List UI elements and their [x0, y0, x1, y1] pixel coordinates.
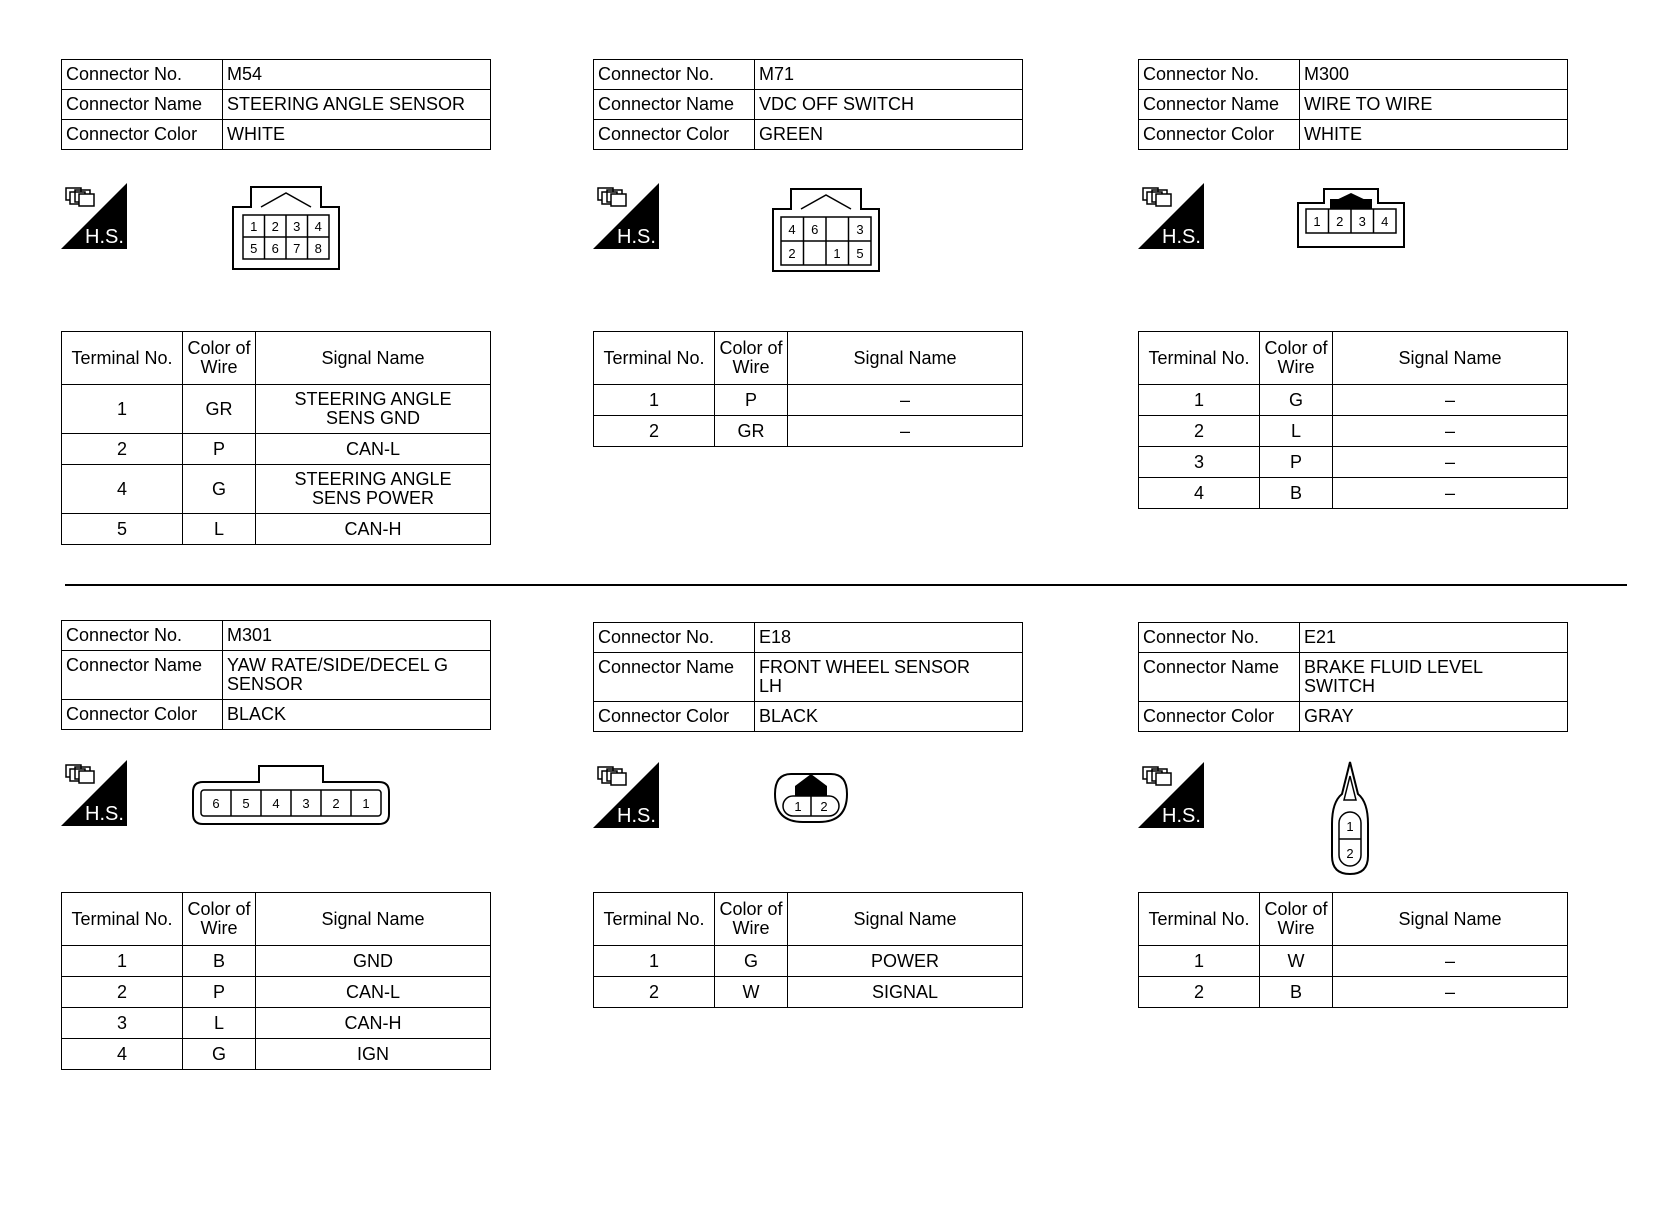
harness-side-icon — [1138, 183, 1204, 249]
pin-label: 5 — [242, 796, 250, 811]
connector-info-table — [61, 59, 491, 150]
terminal-table — [1138, 331, 1568, 509]
terminal-no-header: Terminal No. — [1139, 893, 1260, 946]
terminal-no: 2 — [62, 434, 183, 465]
wire-color-header: Color of Wire — [715, 332, 788, 385]
terminal-no: 1 — [1139, 946, 1260, 977]
wire-color: B — [1260, 977, 1333, 1008]
pin-label: 1 — [250, 219, 258, 234]
signal-name: GND — [256, 946, 491, 977]
signal-name: CAN-L — [256, 977, 491, 1008]
signal-name: STEERING ANGLE SENS GND — [256, 385, 491, 434]
signal-name: STEERING ANGLE SENS POWER — [256, 465, 491, 514]
signal-name: CAN-H — [256, 514, 491, 545]
signal-name: CAN-L — [256, 434, 491, 465]
table-row — [62, 385, 491, 434]
terminal-no: 1 — [62, 946, 183, 977]
terminal-table — [61, 892, 491, 1070]
table-row — [62, 514, 491, 545]
pin-label: 1 — [794, 799, 802, 814]
pin-label: 2 — [1336, 214, 1344, 229]
connector-info-table — [61, 620, 491, 730]
connector-color-label: Connector Color — [594, 702, 755, 732]
connector-no-label: Connector No. — [1139, 623, 1300, 653]
pin-label: 1 — [833, 246, 841, 261]
table-row — [1139, 946, 1568, 977]
pin-label: 2 — [1346, 846, 1354, 861]
connector-info-table — [593, 622, 1023, 732]
pin-label: 1 — [1346, 819, 1354, 834]
wire-color-header: Color of Wire — [1260, 893, 1333, 946]
terminal-no-header: Terminal No. — [594, 893, 715, 946]
connector-no-label: Connector No. — [62, 60, 223, 90]
signal-name: IGN — [256, 1039, 491, 1070]
wire-color: B — [183, 946, 256, 977]
hs-label: H.S. — [617, 226, 656, 248]
pin-label: 2 — [788, 246, 796, 261]
wire-color: L — [1260, 416, 1333, 447]
terminal-no: 4 — [62, 465, 183, 514]
connector-no-value: M301 — [223, 621, 491, 651]
pin-label: 7 — [293, 241, 301, 256]
connector-name-value: STEERING ANGLE SENSOR — [223, 90, 491, 120]
connector-name-value: YAW RATE/SIDE/DECEL G SENSOR — [223, 651, 491, 700]
terminal-no: 2 — [62, 977, 183, 1008]
connector-no-value: E18 — [755, 623, 1023, 653]
signal-name-header: Signal Name — [1333, 893, 1568, 946]
signal-name: – — [1333, 946, 1568, 977]
connector-name-label: Connector Name — [594, 90, 755, 120]
signal-name: – — [788, 416, 1023, 447]
terminal-no: 4 — [62, 1039, 183, 1070]
pin-label: 6 — [811, 222, 819, 237]
pin-label: 4 — [788, 222, 796, 237]
table-row — [62, 977, 491, 1008]
harness-side-icon — [61, 760, 127, 826]
table-row — [62, 1039, 491, 1070]
signal-name-header: Signal Name — [256, 332, 491, 385]
signal-name: – — [1333, 385, 1568, 416]
wire-color: GR — [183, 385, 256, 434]
signal-name-header: Signal Name — [788, 893, 1023, 946]
wire-color: G — [1260, 385, 1333, 416]
connector-color-value: BLACK — [755, 702, 1023, 732]
connector-color-value: BLACK — [223, 700, 491, 730]
terminal-no: 4 — [1139, 478, 1260, 509]
connector-color-value: WHITE — [223, 120, 491, 150]
connector-info-table — [1138, 622, 1568, 732]
terminal-no: 1 — [594, 946, 715, 977]
wire-color: G — [183, 465, 256, 514]
connector-face-m300 — [1296, 187, 1406, 249]
wire-color-header: Color of Wire — [183, 893, 256, 946]
connector-color-label: Connector Color — [594, 120, 755, 150]
wire-color: W — [715, 977, 788, 1008]
pin-label: 4 — [272, 796, 280, 811]
signal-name: – — [1333, 447, 1568, 478]
wire-color: L — [183, 514, 256, 545]
connector-color-label: Connector Color — [62, 700, 223, 730]
signal-name-header: Signal Name — [1333, 332, 1568, 385]
wire-color: G — [183, 1039, 256, 1070]
wire-color: L — [183, 1008, 256, 1039]
terminal-table — [593, 892, 1023, 1008]
wire-color: P — [1260, 447, 1333, 478]
connector-face-m71 — [771, 187, 881, 273]
pin-label: 4 — [314, 219, 322, 234]
terminal-no: 2 — [594, 416, 715, 447]
connector-name-label: Connector Name — [594, 653, 755, 702]
terminal-table — [1138, 892, 1568, 1008]
table-row — [594, 385, 1023, 416]
wire-color-header: Color of Wire — [715, 893, 788, 946]
signal-name: SIGNAL — [788, 977, 1023, 1008]
table-row — [594, 977, 1023, 1008]
connector-no-value: M54 — [223, 60, 491, 90]
terminal-no: 2 — [1139, 416, 1260, 447]
pin-label: 5 — [856, 246, 864, 261]
pin-label: 3 — [302, 796, 310, 811]
connector-color-label: Connector Color — [1139, 702, 1300, 732]
connector-no-value: M300 — [1300, 60, 1568, 90]
pin-label: 3 — [1358, 214, 1366, 229]
table-row — [62, 1008, 491, 1039]
connector-face-m301 — [191, 764, 391, 826]
hs-label: H.S. — [617, 805, 656, 827]
pin-label: 3 — [856, 222, 864, 237]
connector-name-value: VDC OFF SWITCH — [755, 90, 1023, 120]
connector-face-m54 — [231, 185, 341, 271]
pin-label: 2 — [271, 219, 279, 234]
signal-name-header: Signal Name — [788, 332, 1023, 385]
connector-info-table — [1138, 59, 1568, 150]
connector-no-value: E21 — [1300, 623, 1568, 653]
wire-color: P — [715, 385, 788, 416]
terminal-no-header: Terminal No. — [62, 332, 183, 385]
connector-face-e18 — [773, 762, 849, 824]
pin-label: 5 — [250, 241, 258, 256]
connector-name-label: Connector Name — [62, 90, 223, 120]
harness-side-icon — [593, 183, 659, 249]
wire-color: P — [183, 977, 256, 1008]
table-row — [1139, 478, 1568, 509]
connector-name-value: FRONT WHEEL SENSOR LH — [755, 653, 1023, 702]
connector-color-value: GRAY — [1300, 702, 1568, 732]
terminal-no: 2 — [594, 977, 715, 1008]
pin-label: 2 — [332, 796, 340, 811]
terminal-no: 1 — [594, 385, 715, 416]
signal-name: CAN-H — [256, 1008, 491, 1039]
section-divider — [65, 584, 1627, 586]
connector-color-value: WHITE — [1300, 120, 1568, 150]
table-row — [1139, 977, 1568, 1008]
pin-label: 2 — [820, 799, 828, 814]
terminal-no: 1 — [62, 385, 183, 434]
connector-info-table — [593, 59, 1023, 150]
pin-label: 8 — [314, 241, 322, 256]
table-row — [1139, 416, 1568, 447]
terminal-table — [593, 331, 1023, 447]
connector-no-label: Connector No. — [594, 60, 755, 90]
connector-name-value: BRAKE FLUID LEVEL SWITCH — [1300, 653, 1568, 702]
table-row — [62, 465, 491, 514]
terminal-no: 3 — [1139, 447, 1260, 478]
wire-color: P — [183, 434, 256, 465]
wire-color-header: Color of Wire — [1260, 332, 1333, 385]
table-row — [594, 416, 1023, 447]
connector-name-label: Connector Name — [62, 651, 223, 700]
pin-label: 4 — [1381, 214, 1389, 229]
harness-side-icon — [61, 183, 127, 249]
connector-name-label: Connector Name — [1139, 653, 1300, 702]
wire-color-header: Color of Wire — [183, 332, 256, 385]
connector-no-label: Connector No. — [594, 623, 755, 653]
connector-color-label: Connector Color — [62, 120, 223, 150]
connector-color-value: GREEN — [755, 120, 1023, 150]
connector-color-label: Connector Color — [1139, 120, 1300, 150]
hs-label: H.S. — [1162, 226, 1201, 248]
table-row — [62, 946, 491, 977]
pin-label: 3 — [293, 219, 301, 234]
harness-side-icon — [593, 762, 659, 828]
terminal-no: 2 — [1139, 977, 1260, 1008]
wire-color: W — [1260, 946, 1333, 977]
signal-name: – — [1333, 416, 1568, 447]
terminal-no: 1 — [1139, 385, 1260, 416]
signal-name: – — [1333, 977, 1568, 1008]
terminal-no: 3 — [62, 1008, 183, 1039]
terminal-no-header: Terminal No. — [594, 332, 715, 385]
signal-name: – — [1333, 478, 1568, 509]
signal-name: POWER — [788, 946, 1023, 977]
table-row — [1139, 385, 1568, 416]
hs-label: H.S. — [85, 226, 124, 248]
connector-name-value: WIRE TO WIRE — [1300, 90, 1568, 120]
connector-face-e21 — [1328, 760, 1372, 878]
wire-color: G — [715, 946, 788, 977]
pin-label: 6 — [271, 241, 279, 256]
hs-label: H.S. — [85, 803, 124, 825]
table-row — [62, 434, 491, 465]
table-row — [594, 946, 1023, 977]
connector-name-label: Connector Name — [1139, 90, 1300, 120]
pin-label: 1 — [362, 796, 370, 811]
pin-label: 6 — [212, 796, 220, 811]
connector-no-value: M71 — [755, 60, 1023, 90]
connector-no-label: Connector No. — [62, 621, 223, 651]
terminal-no-header: Terminal No. — [1139, 332, 1260, 385]
harness-side-icon — [1138, 762, 1204, 828]
table-row — [1139, 447, 1568, 478]
signal-name-header: Signal Name — [256, 893, 491, 946]
terminal-no: 5 — [62, 514, 183, 545]
pin-label: 1 — [1313, 214, 1321, 229]
connector-no-label: Connector No. — [1139, 60, 1300, 90]
hs-label: H.S. — [1162, 805, 1201, 827]
wire-color: B — [1260, 478, 1333, 509]
wire-color: GR — [715, 416, 788, 447]
signal-name: – — [788, 385, 1023, 416]
terminal-no-header: Terminal No. — [62, 893, 183, 946]
terminal-table — [61, 331, 491, 545]
